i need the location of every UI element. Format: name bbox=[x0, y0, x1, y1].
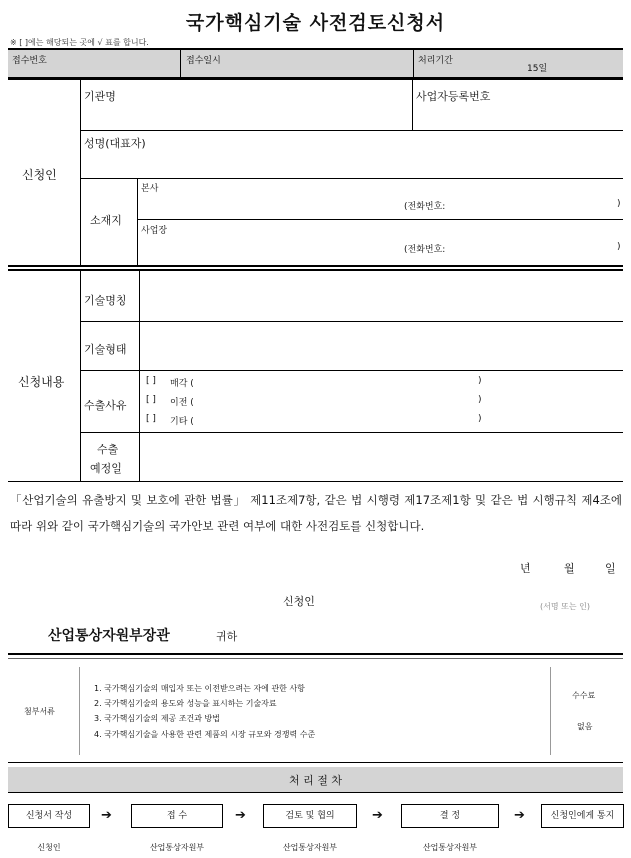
tech-type-label: 기술형태 bbox=[84, 343, 127, 356]
biz-no-label: 사업자등록번호 bbox=[416, 90, 491, 103]
option-sale-close: ) bbox=[478, 376, 482, 386]
step-decide: 결 정 bbox=[401, 804, 499, 828]
step-receive: 접 수 bbox=[131, 804, 223, 828]
option-transfer-checkbox[interactable]: [ ] bbox=[146, 395, 156, 405]
applicant-section-label: 신청인 bbox=[22, 168, 57, 182]
arrow-icon: ➔ bbox=[372, 808, 383, 823]
attachments-label: 첨부서류 bbox=[24, 707, 55, 716]
option-other-close: ) bbox=[478, 414, 482, 424]
hq-label: 본사 bbox=[141, 184, 159, 194]
attachment-item-2: 2. 국가핵심기술의 용도와 성능을 표시하는 기술자료 bbox=[94, 699, 277, 708]
step-decide-owner: 산업통상자원부 bbox=[422, 843, 478, 852]
receipt-date-label: 접수일시 bbox=[186, 56, 221, 66]
attachment-item-1: 1. 국가핵심기술의 매입자 또는 이전받으려는 자에 관한 사항 bbox=[94, 684, 305, 693]
hq-phone-label: (전화번호: bbox=[404, 202, 446, 212]
legal-statement: 「산업기술의 유출방지 및 보호에 관한 법률」 제11조제7항, 같은 법 시행령 제17조제1항 및 같은 법 시행규칙 제4조에 따라 위와 같이 국가핵심기술의 국가안보 관련 여부에 대한 사전검토를 신청합니다. bbox=[10, 493, 622, 533]
addressee-name: 산업통상자원부장관 bbox=[48, 628, 170, 644]
location-label: 소재지 bbox=[90, 214, 122, 227]
export-reason-label: 수출사유 bbox=[84, 399, 127, 412]
export-date-label-2: 예정일 bbox=[90, 462, 122, 475]
period-label: 처리기간 bbox=[418, 56, 453, 66]
attachment-item-4: 4. 국가핵심기술을 사용한 관련 제품의 시장 규모와 경쟁력 수준 bbox=[94, 730, 316, 739]
org-name-label: 기관명 bbox=[84, 90, 116, 103]
option-transfer-close: ) bbox=[478, 395, 482, 405]
step-apply: 신청서 작성 bbox=[8, 804, 90, 828]
option-sale-label: 매각 ( bbox=[170, 379, 194, 389]
form-title: 국가핵심기술 사전검토신청서 bbox=[185, 12, 446, 34]
fee-value: 없음 bbox=[577, 722, 593, 731]
receipt-number-label: 접수번호 bbox=[12, 56, 47, 66]
month-label: 월 bbox=[564, 562, 575, 575]
addressee-suffix: 귀하 bbox=[216, 630, 238, 643]
year-label: 년 bbox=[520, 562, 531, 575]
tech-name-label: 기술명칭 bbox=[84, 294, 127, 307]
option-other-checkbox[interactable]: [ ] bbox=[146, 414, 156, 424]
period-value: 15일 bbox=[527, 64, 548, 74]
attachment-item-3: 3. 국가핵심기술의 제공 조건과 방법 bbox=[94, 714, 220, 723]
hq-phone-close: ) bbox=[617, 199, 621, 209]
arrow-icon: ➔ bbox=[514, 808, 525, 823]
fee-label: 수수료 bbox=[572, 691, 596, 700]
day-label: 일 bbox=[605, 562, 616, 575]
site-label: 사업장 bbox=[141, 226, 168, 236]
site-phone-label: (전화번호: bbox=[404, 245, 446, 255]
signer-label: 신청인 bbox=[283, 595, 315, 608]
site-phone-close: ) bbox=[617, 242, 621, 252]
content-section-label: 신청내용 bbox=[18, 375, 65, 389]
export-date-label-1: 수출 bbox=[97, 443, 119, 456]
rep-name-label: 성명(대표자) bbox=[84, 137, 146, 150]
signature-hint: (서명 또는 인) bbox=[540, 602, 590, 611]
arrow-icon: ➔ bbox=[101, 808, 112, 823]
check-note: ※ [ ]에는 해당되는 곳에 √ 표를 합니다. bbox=[10, 38, 149, 47]
step-review: 검토 및 협의 bbox=[263, 804, 357, 828]
procedure-title: 처 리 절 차 bbox=[289, 774, 342, 787]
step-notify: 신청인에게 통지 bbox=[541, 804, 624, 828]
step-receive-owner: 산업통상자원부 bbox=[149, 843, 205, 852]
option-other-label: 기타 ( bbox=[170, 417, 194, 427]
step-review-owner: 산업통상자원부 bbox=[282, 843, 338, 852]
step-apply-owner: 신청인 bbox=[37, 843, 61, 852]
option-sale-checkbox[interactable]: [ ] bbox=[146, 376, 156, 386]
arrow-icon: ➔ bbox=[235, 808, 246, 823]
option-transfer-label: 이전 ( bbox=[170, 398, 194, 408]
